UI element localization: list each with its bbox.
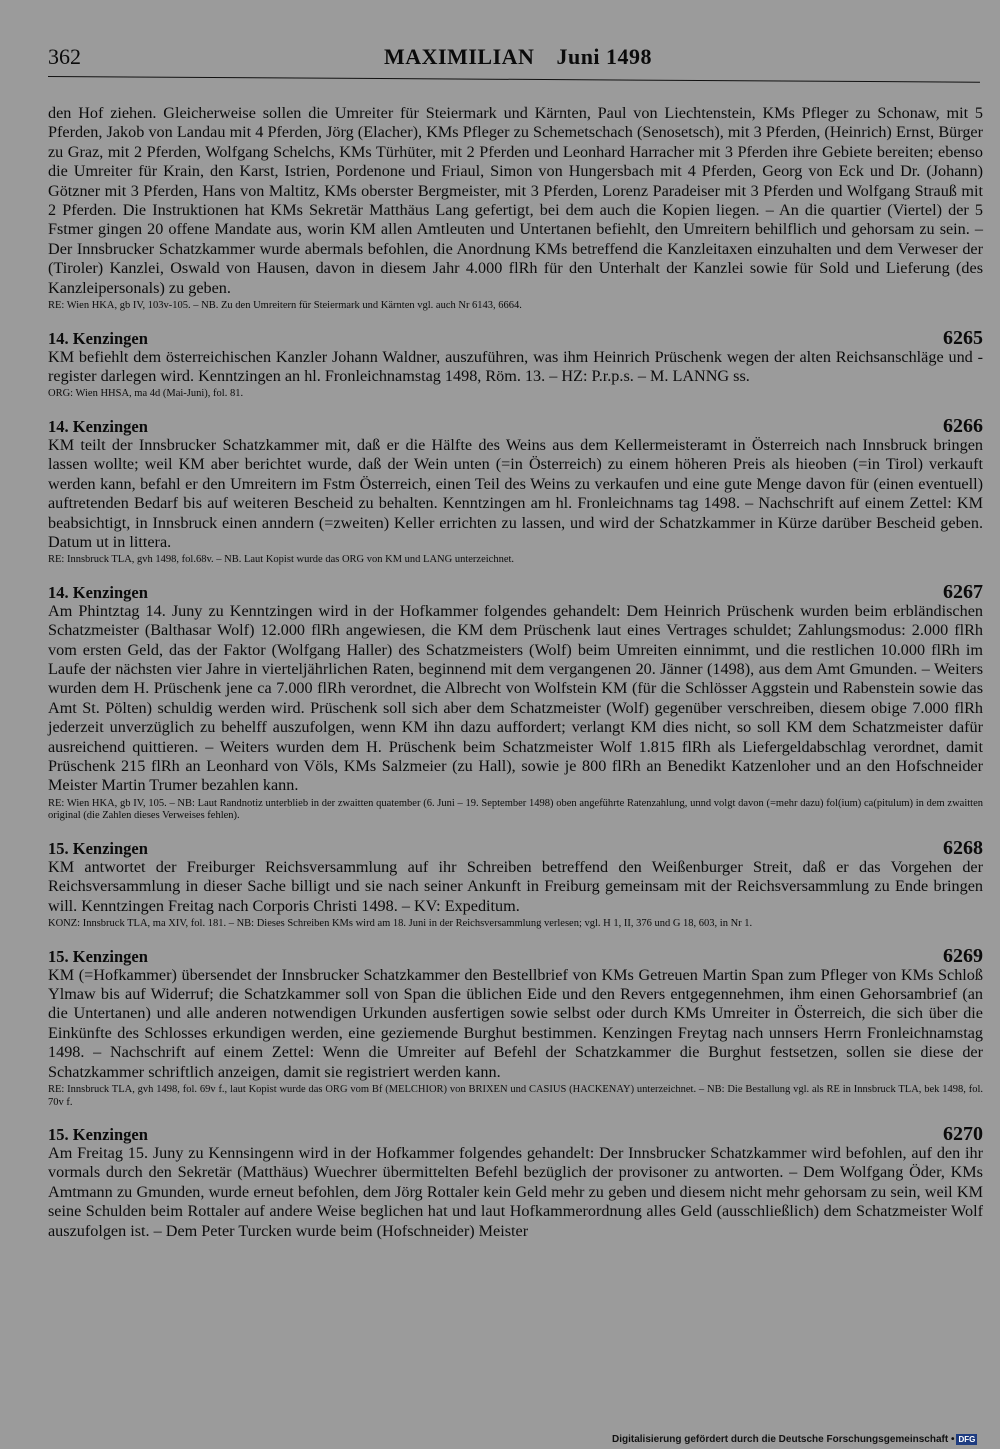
entry-heading bbox=[48, 581, 983, 602]
entry-note: RE: Wien HKA, gb IV, 105. – NB: Laut Randnotiz unterblieb in der zwaitten quatember (6. Juni – 19. September 1498) oben angeführte Ratenzahlung, unnd volgt davon (=mehr dazu) fol(ium) ca(pitulum) in dem zwaitten original (die Zahlen dieses Verweises fehlen). bbox=[48, 797, 983, 822]
entry-body: KM teilt der Innsbrucker Schatzkammer mit, daß er die Hälfte des Weins aus dem Kellermeisteramt in Österreich nach Innsbruck bringen lassen wollte; weil KM aber berichtet wurde, daß der Wein unten (=in Österreich) zu einem höheren Preis als hieoben (=in Tirol) verkauft werden kann, befahl er den Umreitern im Fstm Österreich, einen Teil des Weins zu verkaufen und eine gute Menge davon für (einen eventuell) auftretenden Bedarf bis auf weiteren Bescheid zu behalten. Kenntzingen am hl. Fronleichnams tag 1498. – Nachschrift auf einem Zettel: KM beabsichtigt, in Innsbruck einen anndern (=zweiten) Keller errichten zu lassen, und wird der Schatzkammer in Kürze darüber Bescheid geben. Datum ut in littera. bbox=[48, 435, 983, 551]
continuation-note: RE: Wien HKA, gb IV, 103v-105. – NB. Zu den Umreitern für Steiermark und Kärnten vgl. auch Nr 6143, 6664. bbox=[48, 300, 522, 312]
entry-date-place: 14. Kenzingen bbox=[48, 328, 148, 348]
entry-heading bbox=[48, 837, 983, 858]
entry-date-place: 15. Kenzingen bbox=[48, 1125, 148, 1145]
entry-heading bbox=[48, 1123, 983, 1144]
running-head-date: Juni 1498 bbox=[556, 44, 653, 69]
entry-date-place: 14. Kenzingen bbox=[48, 582, 148, 602]
continuation-body: den Hof ziehen. Gleicherweise sollen die Umreiter für Steiermark und Kärnten, Paul von Liechtenstein, KMs Pfleger zu Schonaw, mit 5 Pferden, Jakob von Landau mit 4 Pferden, Jörg (Elacher), KMs Pfleger zu Schemetschach (Senosetsch), mit 3 Pferden, (Heinrich) Ernst, Bürger zu Graz, mit 2 Pferden, Wolfgang Schelchs, KMs Türhüter, mit 2 Pferden und Leonhard Harracher mit 3 Pferden ihre Gebiete bereiten; ebenso die Umreiter für Krain, den Karst, Istrien, Pordenone und Friaul, Simon von Hungersbach mit 4 Pferden, Georg von Eck und Dr. (Johann) Götzner mit 3 Pferden, Hans von Maltitz, KMs oberster Bergmeister, mit 3 Pferden, Lorenz Paradeiser mit 3 Pferden und Wolfgang Strauß mit 2 Pferden. Die Instruktionen hat KMs Sekretär Matthäus Lang gefertigt, bei dem auch die Kopien liegen. – An die quartier (Viertel) der 5 Fstmer gingen 20 offene Mandate aus, worin KM allen Amtleuten und Untertanen befiehlt, den Umreitern behilflich und gehorsam zu sein. – Der Innsbrucker Schatzkammer wurde abermals befohlen, die Anordnung KMs betreffend die Kanzleitaxen einzuhalten und dem Verweser der (Tiroler) Kanzlei, Oswald von Hausen, davon in diesem Jahr 4.000 flRh für den Unterhalt der Kanzlei sowie für Sold und Lieferung (des Kanzleipersonals) zu geben. bbox=[48, 104, 983, 297]
entry-date-place: 14. Kenzingen bbox=[48, 416, 148, 436]
regest-entry bbox=[48, 415, 983, 567]
entry-body: KM (=Hofkammer) übersendet der Innsbrucker Schatzkammer den Bestellbrief von KMs Getreuen Martin Span zum Pfleger von KMs Schloß Ylmaw bis auf Widerruf; die Schatzkammer soll von Span die üblichen Eide und den Revers entgegennehmen, ihm einen Gehorsambrief (an die Untertanen) und alle anderen notwendigen Urkunden ausfertigen sowie selbst oder durch KMs Umreiter in Österreich, die sich über die Einkünfte des Schlosses erkundigen werden, eine geziemende Burghut bestimmen. Kenzingen Freytag nach unnsers Herrn Fronleichnamstag 1498. – Nachschrift auf einem Zettel: Wenn die Umreiter auf Befehl der Schatzkammer die Burghut festsetzen, sollen sie diese der Schatzkammer schriftlich anzeigen, damit sie registriert werden kann. bbox=[48, 965, 983, 1081]
entry-heading bbox=[48, 415, 983, 436]
entry-number: 6270 bbox=[943, 1123, 983, 1146]
entry-number: 6265 bbox=[943, 326, 983, 349]
running-head bbox=[384, 44, 652, 70]
credit-text: Digitalisierung gefördert durch die Deutsche Forschungsgemeinschaft • bbox=[612, 1434, 955, 1446]
entry-date-place: 15. Kenzingen bbox=[48, 838, 148, 858]
entry-note: RE: Innsbruck TLA, gvh 1498, fol.68v. – NB. Laut Kopist wurde das ORG von KM und LANG unterzeichnet. bbox=[48, 554, 515, 566]
entry-note: RE: Innsbruck TLA, gvh 1498, fol. 69v f., laut Kopist wurde das ORG vom Bf (MELCHIOR) von BRIXEN und CASIUS (HACKENAY) unterzeichnet. – NB: Die Bestallung vgl. als RE in Innsbruck TLA, bek 1498, fol. 70v f. bbox=[48, 1084, 983, 1108]
entry-body: KM antwortet der Freiburger Reichsversammlung auf ihr Schreiben betreffend den Weißenburger Streit, daß er das Vorgehen der Reichsversammlung in dieser Sache billigt und sie nach seiner Ankunft in Freiburg gemeinsam mit der Reichsversammlung zu Ende bringen will. Kenntzingen Freitag nach Corporis Christi 1498. – KV: Expeditum. bbox=[48, 857, 983, 915]
entry-body: Am Phintztag 14. Juny zu Kenntzingen wird in der Hofkammer folgendes gehandelt: Dem Heinrich Prüschenk wurden beim erbländischen Schatzmeister (Balthasar Wolf) 12.000 flRh angewiesen, die KM dem Prüschenk laut eines Vertrages schuldet; Zahlungsmodus: 2.000 flRh vom ersten Geld, das der Faktor (Wolfgang Haller) des Schatzmeisters (Wolf) beim Umreiten einnimmt, und die restlichen 10.000 flRh im Laufe der nächsten vier Jahre in vierteljährlichen Raten, beginnend mit dem vergangenen 20. Jänner (1498), aus dem Amt Gmunden. – Weiters wurden dem H. Prüschenk jene ca 7.000 flRh verordnet, die Albrecht von Wolfstein KM (für die Schlösser Aggstein und Rabenstein sowie das Amt St. Pölten) schuldig werden wird. Prüschenk soll sich aber dem Schatzmeister (Wolf) gegenüber verschreiben, diesem obige 7.000 flRh jederzeit unverzüglich zu behelff auszufolgen, wenn KM ihn dazu auffordert; verlangt KM dies nicht, so soll KM dem Schatzmeister dafür ausreichend quittieren. – Weiters wurden dem H. Prüschenk beim Schatzmeister Wolf 1.815 flRh als Liefergeldabschlag verordnet, damit Prüschenk 215 flRh an Leonhard von Völs, KMs Salzmeier (zu Hall), sowie je 800 flRh an Benedikt Katzenloher und an den Hofschneider Meister Martin Trumer bezahlen kann. bbox=[48, 601, 983, 795]
page-content bbox=[48, 104, 983, 1241]
entry-date-place: 15. Kenzingen bbox=[48, 946, 148, 966]
page-header bbox=[48, 44, 988, 78]
entry-number: 6269 bbox=[943, 944, 983, 967]
entry-body: Am Freitag 15. Juny zu Kennsingenn wird in der Hofkammer folgendes gehandelt: Der Innsbrucker Schatzkammer wird befohlen, auf den ihr vormals durch den Sekretär (Matthäus) Wuechrer übermittelten Befehl bezüglich der provisoner zu antworten. – Dem Wolfgang Öder, KMs Amtmann zu Gmunden, wurde erneut befohlen, dem Jörg Rottaler kein Geld mehr zu geben und diesem nicht mehr gehorsam zu sein, weil KM seine Schulden beim Rottaler auf andere Weise beglichen hat und laut Hofkammerordnung alles Geld (ausschließlich) dem Schatzmeister Wolf auszufolgen ist. – Dem Peter Turcken wurde beim (Hofschneider) Meister bbox=[48, 1144, 983, 1240]
entry-number: 6267 bbox=[943, 580, 983, 603]
entry-number: 6266 bbox=[943, 414, 983, 437]
entry-number: 6268 bbox=[943, 836, 983, 859]
page-number: 362 bbox=[48, 44, 81, 69]
regest-entry bbox=[48, 945, 983, 1109]
regest-entry bbox=[48, 581, 983, 823]
entry-note: KONZ: Innsbruck TLA, ma XIV, fol. 181. – NB: Dieses Schreiben KMs wird am 18. Juni in der Reichsversammlung verlesen; vgl. H 1, II, 376 und G 18, 603, in Nr 1. bbox=[48, 918, 753, 930]
digitization-credit bbox=[612, 1434, 977, 1445]
regest-entry bbox=[48, 327, 983, 401]
running-head-title: MAXIMILIAN bbox=[384, 44, 535, 69]
dfg-logo: DFG bbox=[958, 1435, 976, 1444]
entry-note: ORG: Wien HHSA, ma 4d (Mai-Juni), fol. 81. bbox=[48, 388, 244, 400]
regest-entry bbox=[48, 837, 983, 931]
continuation-entry bbox=[48, 104, 983, 313]
entry-heading bbox=[48, 945, 983, 966]
entry-heading bbox=[48, 327, 983, 348]
entry-body: KM befiehlt dem österreichischen Kanzler Johann Waldner, auszuführen, was ihm Heinrich Prüschenk wegen der alten Reichsanschläge und -register darlegen wird. Kenntzingen an hl. Fronleichnamstag 1498, Röm. 13. – HZ: P.r.p.s. – M. LANNG ss. bbox=[48, 347, 983, 385]
regest-entry bbox=[48, 1123, 983, 1241]
